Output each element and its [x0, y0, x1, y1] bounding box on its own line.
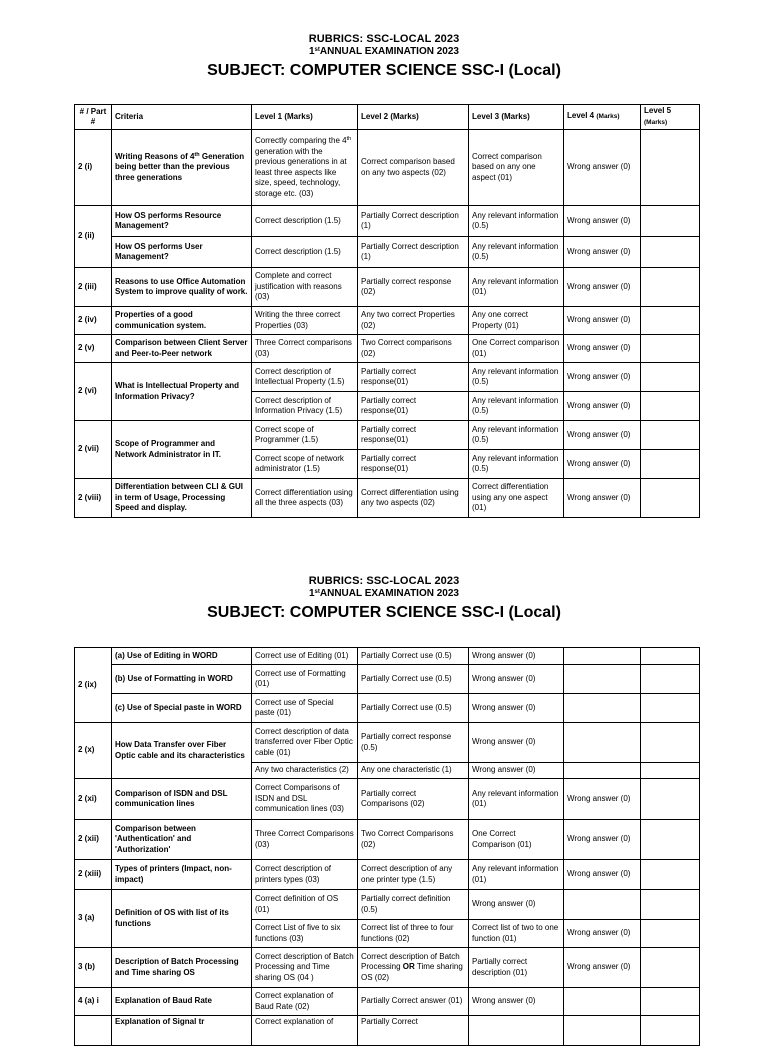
level-2-cell: Correct comparison based on any two aspects (02)	[358, 130, 469, 206]
table-row	[75, 1016, 700, 1046]
criteria-cell: (c) Use of Special paste in WORD	[112, 694, 252, 723]
level-2-text: Correct description of Batch Processing	[361, 951, 460, 972]
level-4-cell	[564, 988, 641, 1016]
criteria-cell: Properties of a good communication system.	[112, 307, 252, 335]
level-3-cell: Any relevant information (0.5)	[469, 206, 564, 237]
level-5-cell	[641, 948, 700, 988]
level-4-cell	[564, 890, 641, 920]
level-4-label: Level 4	[567, 111, 597, 121]
level-4-cell: Wrong answer (0)	[564, 779, 641, 820]
table-row	[75, 948, 700, 988]
level-1-cell: Three Correct Comparisons (03)	[252, 820, 358, 860]
level-2-cell: Any one characteristic (1)	[358, 763, 469, 779]
criteria-cell: Comparison of ISDN and DSL communication lines	[112, 779, 252, 820]
level-1-cell: Any two characteristics (2)	[252, 763, 358, 779]
level-4-cell	[564, 694, 641, 723]
table-row	[75, 206, 700, 237]
criteria-text: Generation being better than the previous three generations	[115, 151, 245, 182]
col-header-level-2: Level 2 (Marks)	[358, 105, 469, 130]
table-row	[75, 130, 700, 206]
level-3-cell: Wrong answer (0)	[469, 648, 564, 665]
criteria-text: Writing Reasons of 4	[115, 151, 195, 161]
level-5-cell	[641, 860, 700, 890]
level-1-cell: Correct description (1.5)	[252, 237, 358, 268]
part-cell: 2 (ii)	[75, 206, 112, 268]
level-2-cell	[358, 948, 469, 988]
level-1-cell	[252, 130, 358, 206]
rubric-table-1	[74, 104, 700, 518]
level-5-cell	[641, 363, 700, 392]
level-2-cell: Partially Correct description (1)	[358, 206, 469, 237]
table-row	[75, 723, 700, 763]
level-4-cell: Wrong answer (0)	[564, 450, 641, 479]
level-2-cell: Two Correct Comparisons (02)	[358, 820, 469, 860]
part-cell: 2 (viii)	[75, 479, 112, 518]
level-3-cell	[469, 1016, 564, 1046]
level-5-cell	[641, 421, 700, 450]
superscript: th	[346, 136, 352, 142]
level-1-cell: Correct differentiation using all the three aspects (03)	[252, 479, 358, 518]
criteria-cell: Comparison between Client Server and Peer-to-Peer network	[112, 335, 252, 363]
criteria-cell: What is Intellectual Property and Information Privacy?	[112, 363, 252, 421]
table-row	[75, 890, 700, 920]
level-4-cell: Wrong answer (0)	[564, 421, 641, 450]
level-1-cell: Correct scope of Programmer (1.5)	[252, 421, 358, 450]
level-2-cell: Partially correct response(01)	[358, 392, 469, 421]
level-5-cell	[641, 723, 700, 763]
part-cell: 2 (v)	[75, 335, 112, 363]
level-3-cell: Correct list of two to one function (01)	[469, 920, 564, 948]
table-row	[75, 363, 700, 392]
level-3-cell: Any relevant information (0.5)	[469, 363, 564, 392]
table-row	[75, 648, 700, 665]
part-cell: 3 (a)	[75, 890, 112, 948]
table-row	[75, 479, 700, 518]
level-3-cell: Any relevant information (01)	[469, 860, 564, 890]
level-5-cell	[641, 920, 700, 948]
part-cell: 2 (xiii)	[75, 860, 112, 890]
level-2-cell: Correct description of any one printer type (1.5)	[358, 860, 469, 890]
criteria-cell: Explanation of Signal tr	[112, 1016, 252, 1046]
subject-title: SUBJECT: COMPUTER SCIENCE SSC-I (Local)	[207, 604, 561, 621]
criteria-cell: How OS performs User Management?	[112, 237, 252, 268]
level-1-cell: Correct description of Intellectual Property (1.5)	[252, 363, 358, 392]
level-1-cell: Correct List of five to six functions (03)	[252, 920, 358, 948]
level-3-cell: Any relevant information (0.5)	[469, 392, 564, 421]
level-2-cell: Partially Correct description (1)	[358, 237, 469, 268]
part-cell: 2 (iii)	[75, 268, 112, 307]
criteria-cell: Scope of Programmer and Network Administrator in IT.	[112, 421, 252, 479]
level-3-cell: Partially correct description (01)	[469, 948, 564, 988]
exam-line	[0, 46, 768, 58]
criteria-cell: How Data Transfer over Fiber Optic cable and its characteristics	[112, 723, 252, 779]
exam-title: ANNUAL EXAMINATION 2023	[319, 46, 459, 57]
level-2-cell: Partially Correct use (0.5)	[358, 665, 469, 694]
table-row	[75, 860, 700, 890]
level-3-cell: Any relevant information (01)	[469, 268, 564, 307]
level-1-cell: Correct description (1.5)	[252, 206, 358, 237]
level-1-cell: Correct description of Information Privacy (1.5)	[252, 392, 358, 421]
level-1-text: Correctly comparing the 4	[255, 136, 347, 145]
criteria-cell: (a) Use of Editing in WORD	[112, 648, 252, 665]
exam-ordinal-suffix: st	[314, 589, 320, 595]
level-4-cell: Wrong answer (0)	[564, 206, 641, 237]
level-2-text: Time sharing OS (02)	[361, 962, 463, 982]
rubrics-line: RUBRICS: SSC-LOCAL 2023	[308, 33, 460, 45]
level-5-cell	[641, 206, 700, 237]
table-row	[75, 820, 700, 860]
part-cell: 2 (x)	[75, 723, 112, 779]
rubric-table-2	[74, 647, 700, 1046]
level-5-cell	[641, 335, 700, 363]
col-header-level-1: Level 1 (Marks)	[252, 105, 358, 130]
level-3-cell: Wrong answer (0)	[469, 665, 564, 694]
level-4-cell: Wrong answer (0)	[564, 392, 641, 421]
level-5-cell	[641, 820, 700, 860]
level-3-cell: One Correct comparison (01)	[469, 335, 564, 363]
criteria-cell: How OS performs Resource Management?	[112, 206, 252, 237]
level-3-cell: Any relevant information (0.5)	[469, 237, 564, 268]
part-cell: 2 (xii)	[75, 820, 112, 860]
level-2-cell: Partially correct response(01)	[358, 421, 469, 450]
level-5-marks: (Marks)	[644, 118, 668, 126]
subject-title: SUBJECT: COMPUTER SCIENCE SSC-I (Local)	[207, 62, 561, 79]
level-1-cell: Correct description of Batch Processing and Time sharing OS (04 )	[252, 948, 358, 988]
level-4-cell: Wrong answer (0)	[564, 268, 641, 307]
level-1-cell: Writing the three correct Properties (03)	[252, 307, 358, 335]
level-4-cell: Wrong answer (0)	[564, 335, 641, 363]
level-4-cell	[564, 763, 641, 779]
col-header-level-5	[641, 105, 700, 130]
level-2-cell: Partially Correct use (0.5)	[358, 648, 469, 665]
criteria-cell: Differentiation between CLI & GUI in term of Usage, Processing Speed and display.	[112, 479, 252, 518]
table-row	[75, 268, 700, 307]
table-row	[75, 335, 700, 363]
level-1-cell: Correct description of data transferred over Fiber Optic cable (01)	[252, 723, 358, 763]
level-5-cell	[641, 268, 700, 307]
table-row	[75, 988, 700, 1016]
level-2-cell: Two Correct comparisons (02)	[358, 335, 469, 363]
exam-line	[0, 588, 768, 600]
level-3-cell: Wrong answer (0)	[469, 694, 564, 723]
level-3-cell: Correct comparison based on any one aspect (01)	[469, 130, 564, 206]
table-row	[75, 694, 700, 723]
col-header-level-3: Level 3 (Marks)	[469, 105, 564, 130]
page-header-2	[0, 575, 768, 623]
part-cell: 4 (a) i	[75, 988, 112, 1016]
level-3-cell: Wrong answer (0)	[469, 723, 564, 763]
level-5-cell	[641, 648, 700, 665]
level-1-cell: Correct definition of OS (01)	[252, 890, 358, 920]
level-3-cell: Any relevant information (01)	[469, 779, 564, 820]
part-cell	[75, 1016, 112, 1046]
level-3-cell: Wrong answer (0)	[469, 988, 564, 1016]
level-2-cell: Partially Correct	[358, 1016, 469, 1046]
criteria-cell: Explanation of Baud Rate	[112, 988, 252, 1016]
level-5-cell	[641, 130, 700, 206]
level-2-cell: Any two correct Properties (02)	[358, 307, 469, 335]
criteria-cell: Types of printers (Impact, non-impact)	[112, 860, 252, 890]
level-1-cell: Correct scope of network administrator (1.5)	[252, 450, 358, 479]
part-cell: 2 (i)	[75, 130, 112, 206]
level-2-cell: Correct list of three to four functions (02)	[358, 920, 469, 948]
level-1-cell: Correct explanation of	[252, 1016, 358, 1046]
level-2-cell: Partially correct Comparisons (02)	[358, 779, 469, 820]
level-1-cell: Complete and correct justification with reasons (03)	[252, 268, 358, 307]
table-row	[75, 779, 700, 820]
level-4-cell: Wrong answer (0)	[564, 479, 641, 518]
level-1-cell: Correct explanation of Baud Rate (02)	[252, 988, 358, 1016]
level-5-cell	[641, 665, 700, 694]
part-cell: 2 (iv)	[75, 307, 112, 335]
col-header-level-4	[564, 105, 641, 130]
level-1-cell: Correct use of Editing (01)	[252, 648, 358, 665]
criteria-cell: Definition of OS with list of its functions	[112, 890, 252, 948]
level-5-cell	[641, 450, 700, 479]
part-cell: 2 (ix)	[75, 648, 112, 723]
level-5-cell	[641, 988, 700, 1016]
level-4-cell	[564, 648, 641, 665]
level-5-cell	[641, 890, 700, 920]
level-3-cell: Any one correct Property (01)	[469, 307, 564, 335]
level-2-cell: Partially Correct answer (01)	[358, 988, 469, 1016]
level-5-cell	[641, 763, 700, 779]
level-1-text: generation with the previous generations in at least three aspects like size, speed, technology, storage etc. (03)	[255, 146, 347, 198]
level-4-cell: Wrong answer (0)	[564, 948, 641, 988]
level-2-cell: Partially correct response (0.5)	[358, 723, 469, 763]
page-header-1	[0, 33, 768, 81]
table-header-row	[75, 105, 700, 130]
level-2-cell: Partially correct response(01)	[358, 450, 469, 479]
exam-ordinal: 1	[308, 46, 315, 57]
level-1-cell: Correct description of printers types (03)	[252, 860, 358, 890]
level-2-cell: Partially correct response (02)	[358, 268, 469, 307]
level-4-cell: Wrong answer (0)	[564, 363, 641, 392]
level-3-cell: Wrong answer (0)	[469, 763, 564, 779]
table-row	[75, 421, 700, 450]
level-4-cell	[564, 1016, 641, 1046]
rubrics-line: RUBRICS: SSC-LOCAL 2023	[308, 575, 460, 587]
table-row	[75, 237, 700, 268]
superscript: th	[194, 151, 200, 158]
level-4-marks: (Marks)	[596, 113, 620, 121]
level-3-cell: Any relevant information (0.5)	[469, 421, 564, 450]
level-5-cell	[641, 307, 700, 335]
level-1-cell: Three Correct comparisons (03)	[252, 335, 358, 363]
level-1-cell: Correct use of Special paste (01)	[252, 694, 358, 723]
part-cell: 2 (vi)	[75, 363, 112, 421]
level-3-cell: One Correct Comparison (01)	[469, 820, 564, 860]
part-cell: 2 (vii)	[75, 421, 112, 479]
level-2-cell: Partially Correct use (0.5)	[358, 694, 469, 723]
part-cell: 2 (xi)	[75, 779, 112, 820]
level-5-cell	[641, 479, 700, 518]
table-row	[75, 307, 700, 335]
level-4-cell	[564, 723, 641, 763]
level-4-cell: Wrong answer (0)	[564, 920, 641, 948]
level-3-cell: Any relevant information (0.5)	[469, 450, 564, 479]
table-row	[75, 665, 700, 694]
level-4-cell: Wrong answer (0)	[564, 130, 641, 206]
criteria-cell: (b) Use of Formatting in WORD	[112, 665, 252, 694]
level-4-cell	[564, 665, 641, 694]
exam-ordinal: 1	[308, 588, 315, 599]
level-1-cell: Correct Comparisons of ISDN and DSL communication lines (03)	[252, 779, 358, 820]
part-cell: 3 (b)	[75, 948, 112, 988]
criteria-cell	[112, 130, 252, 206]
col-header-criteria: Criteria	[112, 105, 252, 130]
level-2-cell: Correct differentiation using any two aspects (02)	[358, 479, 469, 518]
col-header-part: # / Part #	[75, 105, 112, 130]
level-3-cell: Correct differentiation using any one aspect (01)	[469, 479, 564, 518]
level-4-cell: Wrong answer (0)	[564, 860, 641, 890]
level-2-cell: Partially correct response(01)	[358, 363, 469, 392]
level-5-cell	[641, 694, 700, 723]
level-5-cell	[641, 779, 700, 820]
criteria-cell: Comparison between 'Authentication' and 'Authorization'	[112, 820, 252, 860]
level-2-cell: Partially correct definition (0.5)	[358, 890, 469, 920]
level-5-cell	[641, 392, 700, 421]
level-1-cell: Correct use of Formatting (01)	[252, 665, 358, 694]
criteria-cell: Description of Batch Processing and Time sharing OS	[112, 948, 252, 988]
level-3-cell: Wrong answer (0)	[469, 890, 564, 920]
level-4-cell: Wrong answer (0)	[564, 237, 641, 268]
exam-ordinal-suffix: st	[314, 47, 320, 53]
level-5-cell	[641, 1016, 700, 1046]
level-4-cell: Wrong answer (0)	[564, 820, 641, 860]
or-emphasis: OR	[402, 962, 415, 972]
criteria-cell: Reasons to use Office Automation System to improve quality of work.	[112, 268, 252, 307]
level-5-label: Level 5	[644, 106, 672, 115]
level-4-cell: Wrong answer (0)	[564, 307, 641, 335]
level-5-cell	[641, 237, 700, 268]
exam-title: ANNUAL EXAMINATION 2023	[319, 588, 459, 599]
